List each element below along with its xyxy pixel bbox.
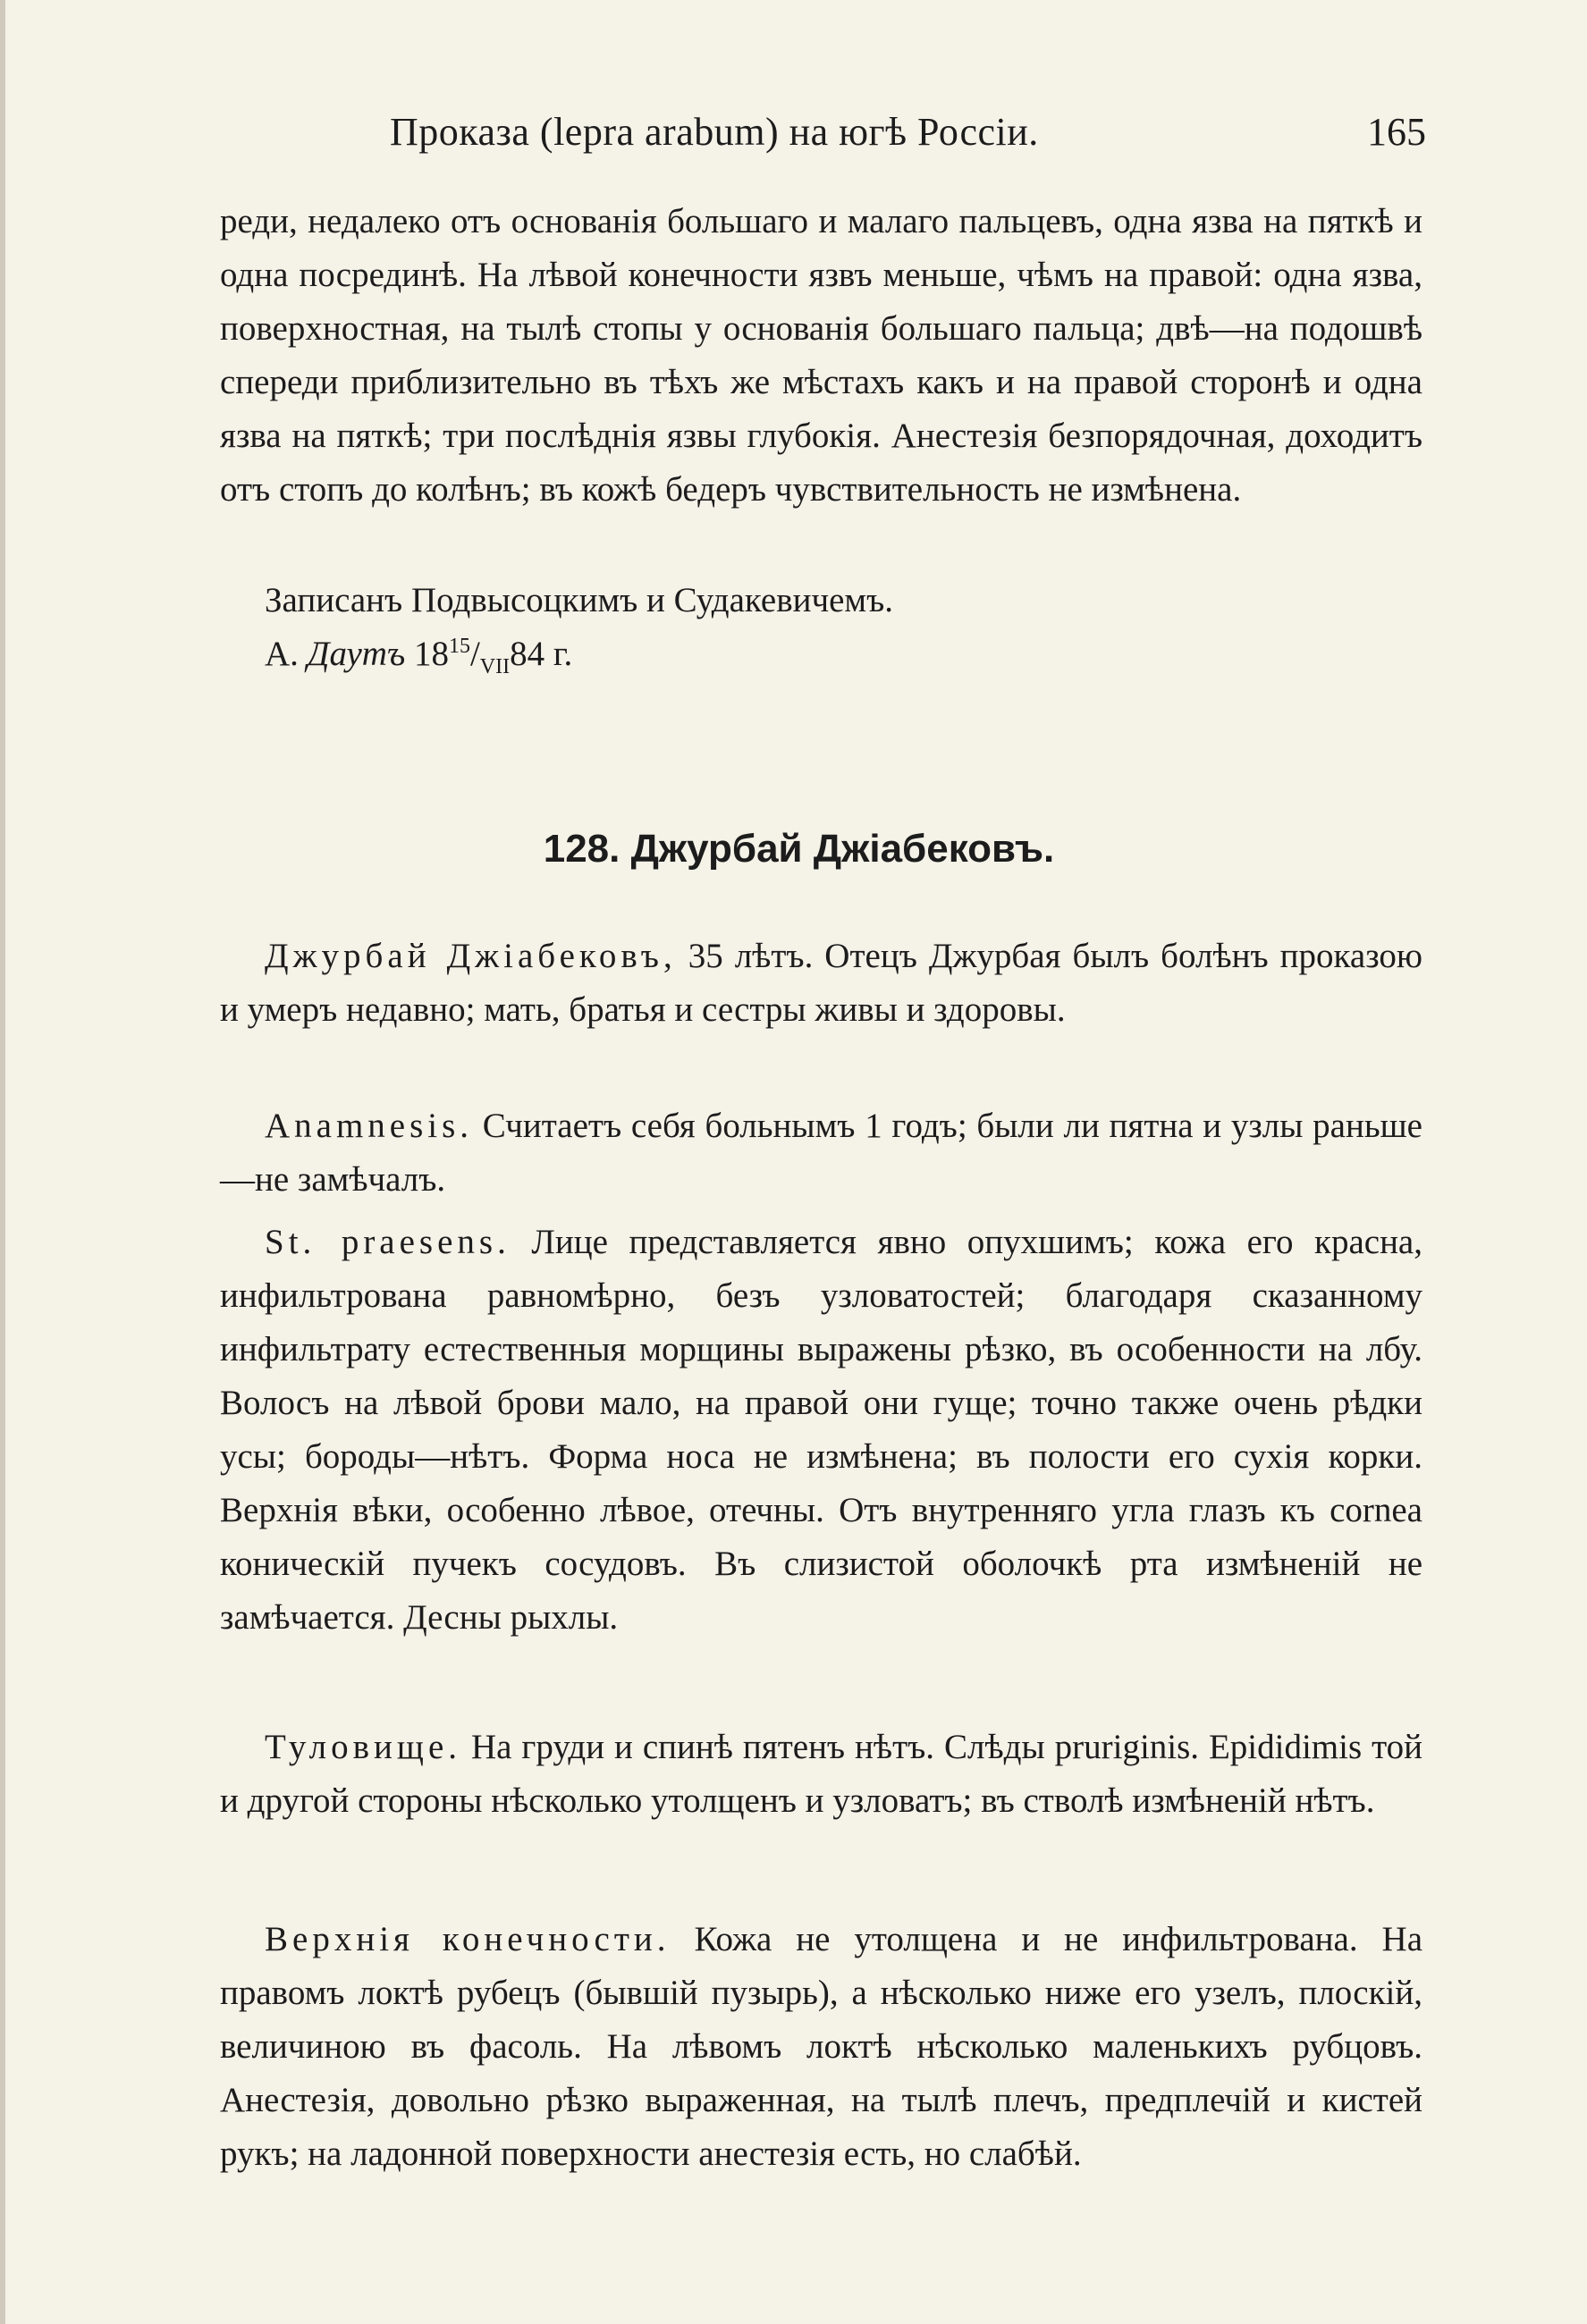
signature-suffix: г. [553,635,573,673]
signature-line [220,627,1467,681]
recorded-by-line: Записанъ Подвысоцкимъ и Судакевичемъ. [265,581,894,619]
signature-year-end: 84 [510,635,545,673]
paragraph-text: На груди и спинѣ пятенъ нѣтъ. Слѣды pruriginis. Epididimis той и другой стороны нѣсколько утолщенъ и узловатъ; въ стволѣ измѣненій нѣтъ. [220,1728,1422,1820]
continuation-paragraph: реди, недалеко отъ основанія большаго и малаго пальцевъ, одна язва на пяткѣ и одна посрединѣ. На лѣвой конечности язвъ меньше, чѣмъ на правой: одна язва, поверхностная, на тылѣ стопы у основанія большаго пальца; двѣ—на подошвѣ спереди приблизительно въ тѣхъ же мѣстахъ какъ и на правой сторонѣ и одна язва на пяткѣ; три послѣднія язвы глубокія. Анестезія безпорядочная, доходитъ отъ стопъ до колѣнъ; въ кожѣ бедеръ чувствительность не измѣнена. [220,202,1422,509]
paragraph-lead: Туловище. [265,1728,462,1766]
paragraph-text: Кожа не утолщена и не инфильтрована. На правомъ локтѣ рубецъ (бывшій пузырь), а нѣсколько ниже его узелъ, плоскій, величиною въ фасоль. На лѣвомъ локтѣ нѣсколько маленькихъ рубцовъ. Анестезія, довольно рѣзко выраженная, на тылѣ плечъ, предплечій и кистей рукъ; на ладонной поверхности анестезія есть, но слабѣй. [220,1920,1423,2173]
paragraph-text: 35 лѣтъ. Отецъ Джурбая былъ болѣнъ проказою и умеръ недавно; мать, братья и сестры живы и здоровы. [220,937,1423,1029]
signature-date-month: VII [479,654,511,678]
paragraph-text: Считаетъ себя больнымъ 1 годъ; были ли пятна и узлы раньше—не замѣчалъ. [220,1107,1422,1199]
paragraph-lead: Anamnesis. [265,1107,474,1145]
signature-year: 18 [413,635,449,673]
running-head: Проказа (lepra arabum) на югѣ Россіи. [390,110,1039,154]
page-header [220,109,1426,154]
paragraph-intro [220,930,1422,1037]
page-number: 165 [1367,110,1426,154]
paragraph-lead: Верхнія конечности. [265,1920,671,1958]
signature-initial: А. [265,635,299,673]
paragraph-upper-limbs [220,1913,1422,2181]
paragraph-lead: St. praesens. [265,1223,511,1261]
paragraph-anamnesis [220,1099,1422,1207]
signature-date-slash: / [469,635,480,673]
case-title: 128. Джурбай Джіабековъ. [543,827,1055,871]
signature-date-num: 15 [448,635,470,658]
paragraph-text: Лице представляется явно опухшимъ; кожа его красна, инфильтрована равномѣрно, безъ узловатостей; благодаря сказанному инфильтрату естественныя морщины выражены рѣзко, въ особенности на лбу. Волосъ на лѣвой брови мало, на правой они гуще; точно также очень рѣдки усы; бороды—нѣтъ. Форма носа не измѣнена; въ полости его сухія корки. Верхнія вѣки, особенно лѣвое, отечны. Отъ внутренняго угла глазъ къ cornea коническій пучекъ сосудовъ. Въ слизистой оболочкѣ рта измѣненій не замѣчается. Десны рыхлы. [220,1223,1422,1637]
paragraph-lead: Джурбай Джіабековъ, [265,937,677,975]
paragraph-status-praesens [220,1216,1422,1645]
signature-name: Даутъ [307,635,406,673]
paragraph-torso [220,1721,1422,1828]
